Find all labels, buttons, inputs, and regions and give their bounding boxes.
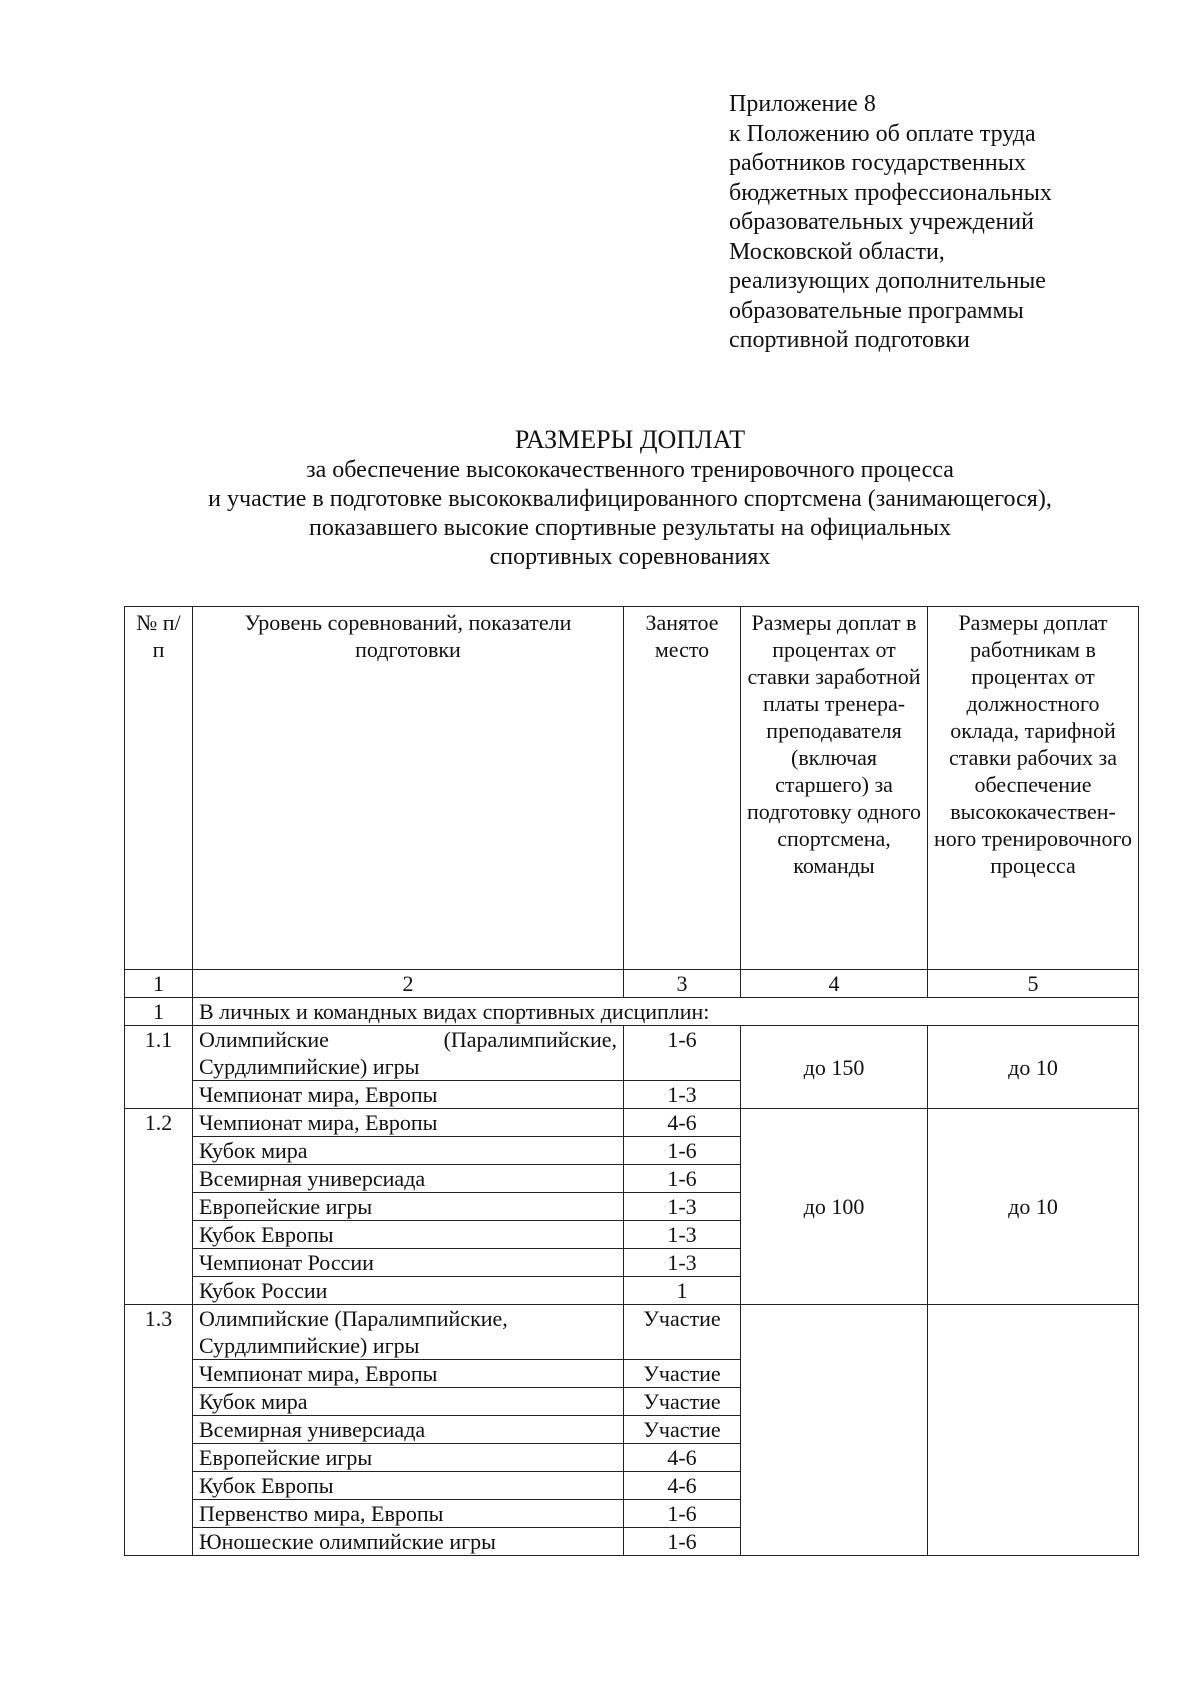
document-subtitle xyxy=(0,456,1200,572)
annex-line: работников государственных xyxy=(729,150,1026,176)
place-cell: Участие xyxy=(624,1388,741,1416)
subtitle-line: показавшего высокие спортивные результаты на официальных xyxy=(309,515,951,541)
level-part: Олимпийские xyxy=(199,1027,329,1052)
subtitle-line: за обеспечение высококачественного тренировочного процесса xyxy=(306,457,954,483)
place-cell: 1-3 xyxy=(624,1081,741,1109)
place-cell: Участие xyxy=(624,1305,741,1360)
place-cell: Участие xyxy=(624,1360,741,1388)
group-num: 1.1 xyxy=(125,1026,193,1109)
col-number: 2 xyxy=(193,970,624,998)
coach-pct-cell xyxy=(741,1305,928,1556)
place-cell: 4-6 xyxy=(624,1444,741,1472)
level-part: (Паралимпийские, xyxy=(443,1027,617,1052)
annex-line: образовательные программы xyxy=(729,297,1024,324)
annex-line: реализующих дополнительные xyxy=(729,268,1046,294)
level-cell: Юношеские олимпийские игры xyxy=(193,1528,624,1556)
col-number: 5 xyxy=(928,970,1139,998)
subtitle-line: и участие в подготовке высококвалифицированного спортсмена (занимающегося), xyxy=(208,486,1052,512)
coach-pct-cell: до 150 xyxy=(741,1026,928,1109)
staff-pct-cell xyxy=(928,1305,1139,1556)
header-num: № п/п xyxy=(125,607,193,970)
section-num: 1 xyxy=(125,998,193,1026)
place-cell: 1-3 xyxy=(624,1249,741,1277)
col-number: 3 xyxy=(624,970,741,998)
level-cell: Чемпионат мира, Европы xyxy=(193,1081,624,1109)
place-cell: 1-3 xyxy=(624,1221,741,1249)
subtitle-line: спортивных соревнованиях xyxy=(489,544,771,570)
header-place: Занятое место xyxy=(624,607,741,970)
col-number: 1 xyxy=(125,970,193,998)
level-cell: Первенство мира, Европы xyxy=(193,1500,624,1528)
annex-block xyxy=(729,90,1129,356)
level-cell: Олимпийские (Паралимпийские, Сурдлимпийские) игры xyxy=(193,1305,624,1360)
document-title: РАЗМЕРЫ ДОПЛАТ xyxy=(514,425,746,454)
level-cell: Кубок мира xyxy=(193,1137,624,1165)
level-cell: Чемпионат мира, Европы xyxy=(193,1360,624,1388)
table-row xyxy=(125,1109,1139,1137)
place-cell: Участие xyxy=(624,1416,741,1444)
level-cell: Всемирная универсиада xyxy=(193,1416,624,1444)
place-cell: 1-6 xyxy=(624,1528,741,1556)
level-cell: Кубок мира xyxy=(193,1388,624,1416)
place-cell: 4-6 xyxy=(624,1109,741,1137)
column-numbers-row xyxy=(125,970,1139,998)
table-row xyxy=(125,1026,1139,1081)
place-cell: 1 xyxy=(624,1277,741,1305)
level-wide-line xyxy=(199,1026,617,1053)
group-num: 1.2 xyxy=(125,1109,193,1305)
section-label: В личных и командных видах спортивных дисциплин: xyxy=(193,998,1139,1026)
level-cell: Кубок Европы xyxy=(193,1472,624,1500)
staff-pct-cell: до 10 xyxy=(928,1109,1139,1305)
level-part: Сурдлимпийские) игры xyxy=(199,1054,420,1079)
col-number: 4 xyxy=(741,970,928,998)
coach-pct-cell: до 100 xyxy=(741,1109,928,1305)
place-cell: 1-6 xyxy=(624,1165,741,1193)
table-header-row xyxy=(125,607,1139,970)
place-cell: 1-6 xyxy=(624,1026,741,1081)
table-row xyxy=(125,1305,1139,1360)
level-cell: Кубок Европы xyxy=(193,1221,624,1249)
place-cell: 4-6 xyxy=(624,1472,741,1500)
level-cell: Европейские игры xyxy=(193,1444,624,1472)
level-cell: Чемпионат России xyxy=(193,1249,624,1277)
header-coach-pct: Размеры доплат в процентах от ставки заработной платы тренера-преподавателя (включая старшего) за подготовку одного спортсмена, команды xyxy=(741,607,928,970)
level-cell: Всемирная универсиада xyxy=(193,1165,624,1193)
header-level: Уровень соревнований, показатели подготовки xyxy=(193,607,624,970)
level-cell: Кубок России xyxy=(193,1277,624,1305)
annex-line: Приложение 8 xyxy=(729,91,876,117)
staff-pct-cell: до 10 xyxy=(928,1026,1139,1109)
annex-line: Московской области, xyxy=(729,238,945,265)
level-cell: Европейские игры xyxy=(193,1193,624,1221)
place-cell: 1-6 xyxy=(624,1137,741,1165)
level-cell xyxy=(193,1026,624,1081)
allowance-table xyxy=(124,606,1139,1556)
annex-line: бюджетных профессиональных xyxy=(729,179,1052,206)
header-staff-pct: Размеры доплат работникам в процентах от должностного оклада, тарифной ставки рабочих за обеспечение высококачествен-ного тренировочного процесса xyxy=(928,607,1139,970)
section-row xyxy=(125,998,1139,1026)
group-num: 1.3 xyxy=(125,1305,193,1556)
level-cell: Чемпионат мира, Европы xyxy=(193,1109,624,1137)
annex-line: к Положению об оплате труда xyxy=(729,120,1036,147)
annex-line: спортивной подготовки xyxy=(729,327,970,353)
place-cell: 1-3 xyxy=(624,1193,741,1221)
annex-line: образовательных учреждений xyxy=(729,209,1034,235)
place-cell: 1-6 xyxy=(624,1500,741,1528)
